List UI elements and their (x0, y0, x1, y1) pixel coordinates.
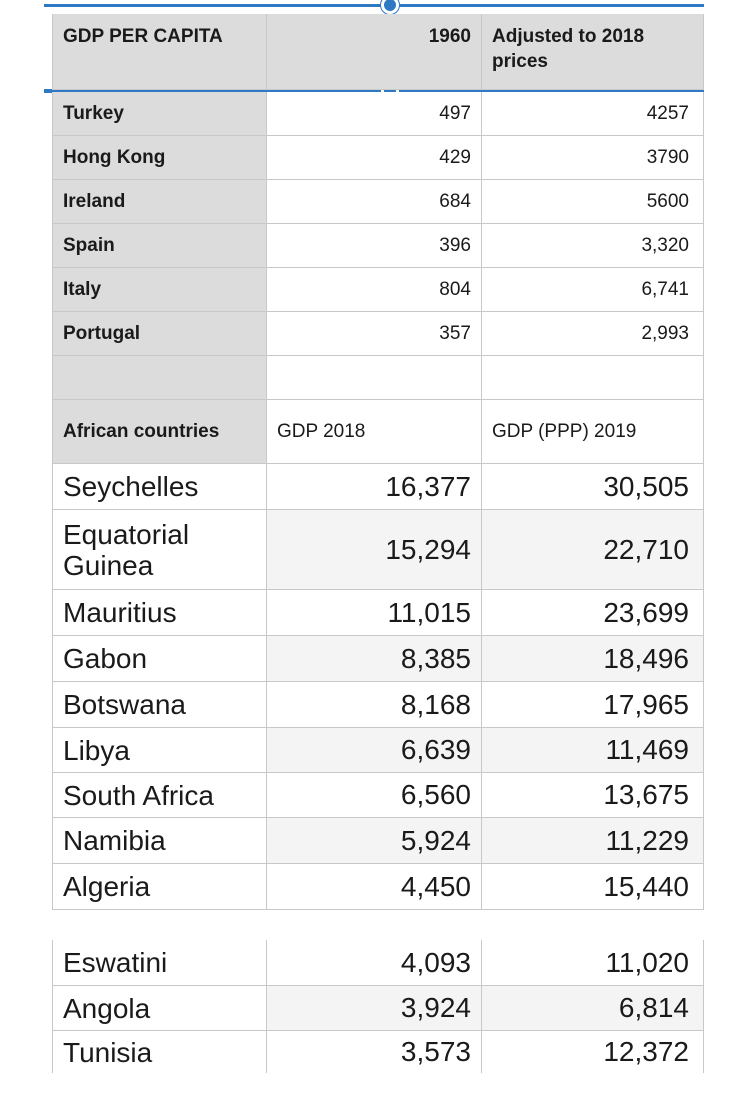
table-row (52, 728, 704, 773)
header-cell-gdp-2018[interactable]: GDP 2018 (267, 400, 482, 464)
empty-cell[interactable] (267, 356, 482, 400)
table-row (52, 818, 704, 864)
country-cell[interactable]: Italy (52, 268, 267, 312)
table-row (52, 682, 704, 728)
value-adjusted-cell[interactable]: 2,993 (482, 312, 704, 356)
value-adjusted-cell[interactable]: 3,320 (482, 224, 704, 268)
gdp-ppp-2019-cell[interactable]: 30,505 (482, 464, 704, 510)
country-cell[interactable]: Eswatini (52, 940, 267, 986)
table-row (52, 180, 704, 224)
gdp-ppp-2019-cell[interactable]: 23,699 (482, 590, 704, 636)
gdp-2018-cell[interactable]: 16,377 (267, 464, 482, 510)
gdp-ppp-2019-cell[interactable]: 12,372 (482, 1031, 704, 1073)
country-cell[interactable]: Tunisia (52, 1031, 267, 1073)
country-cell[interactable]: Angola (52, 986, 267, 1031)
country-cell[interactable]: Equatorial Guinea (52, 510, 267, 590)
african-header-row (52, 400, 704, 464)
table-row (52, 312, 704, 356)
country-cell[interactable]: Seychelles (52, 464, 267, 510)
table-row (52, 464, 704, 510)
selection-handle-top[interactable] (381, 0, 399, 14)
header-cell-1960[interactable]: 1960 (267, 14, 482, 90)
country-cell[interactable]: Ireland (52, 180, 267, 224)
country-cell[interactable]: Algeria (52, 864, 267, 910)
gdp-2018-cell[interactable]: 11,015 (267, 590, 482, 636)
table-row (52, 940, 704, 986)
gdp-2018-cell[interactable]: 3,573 (267, 1031, 482, 1073)
gdp-ppp-2019-cell[interactable]: 6,814 (482, 986, 704, 1031)
gdp-ppp-2019-cell[interactable]: 11,229 (482, 818, 704, 864)
table-row (52, 224, 704, 268)
country-cell[interactable]: Gabon (52, 636, 267, 682)
value-adjusted-cell[interactable]: 6,741 (482, 268, 704, 312)
value-1960-cell[interactable]: 497 (267, 92, 482, 136)
gdp-ppp-2019-cell[interactable]: 15,440 (482, 864, 704, 910)
table-row (52, 268, 704, 312)
header-cell-gdp-per-capita[interactable]: GDP PER CAPITA (52, 14, 267, 90)
table-row (52, 986, 704, 1031)
gdp-ppp-2019-cell[interactable]: 18,496 (482, 636, 704, 682)
blank-row (52, 356, 704, 400)
gdp-2018-cell[interactable]: 4,450 (267, 864, 482, 910)
gdp-2018-cell[interactable]: 5,924 (267, 818, 482, 864)
country-cell[interactable]: Portugal (52, 312, 267, 356)
table-row (52, 864, 704, 910)
gdp-2018-cell[interactable]: 6,639 (267, 728, 482, 773)
gdp-ppp-2019-cell[interactable]: 11,020 (482, 940, 704, 986)
value-1960-cell[interactable]: 357 (267, 312, 482, 356)
gdp-ppp-2019-cell[interactable]: 22,710 (482, 510, 704, 590)
gdp-2018-cell[interactable]: 4,093 (267, 940, 482, 986)
header-cell-adjusted[interactable]: Adjusted to 2018 prices (482, 14, 704, 90)
gdp-ppp-2019-cell[interactable]: 13,675 (482, 773, 704, 818)
table-row (52, 636, 704, 682)
gdp-2018-cell[interactable]: 8,168 (267, 682, 482, 728)
value-1960-cell[interactable]: 429 (267, 136, 482, 180)
country-cell[interactable]: South Africa (52, 773, 267, 818)
country-cell[interactable]: Namibia (52, 818, 267, 864)
header-cell-gdp-ppp-2019[interactable]: GDP (PPP) 2019 (482, 400, 704, 464)
empty-cell[interactable] (52, 356, 267, 400)
country-cell[interactable]: Turkey (52, 92, 267, 136)
value-adjusted-cell[interactable]: 5600 (482, 180, 704, 224)
table-row (52, 92, 704, 136)
table-row (52, 136, 704, 180)
value-1960-cell[interactable]: 396 (267, 224, 482, 268)
country-cell[interactable]: Libya (52, 728, 267, 773)
value-adjusted-cell[interactable]: 3790 (482, 136, 704, 180)
country-cell[interactable]: Mauritius (52, 590, 267, 636)
gdp-2018-cell[interactable]: 15,294 (267, 510, 482, 590)
gdp-ppp-2019-cell[interactable]: 11,469 (482, 728, 704, 773)
table-row (52, 773, 704, 818)
value-1960-cell[interactable]: 684 (267, 180, 482, 224)
table-row (52, 1031, 704, 1073)
gdp-2018-cell[interactable]: 8,385 (267, 636, 482, 682)
gdp-2018-cell[interactable]: 3,924 (267, 986, 482, 1031)
gdp-2018-cell[interactable]: 6,560 (267, 773, 482, 818)
table-row (52, 590, 704, 636)
header-row (52, 14, 704, 90)
value-adjusted-cell[interactable]: 4257 (482, 92, 704, 136)
empty-cell[interactable] (482, 356, 704, 400)
country-cell[interactable]: Hong Kong (52, 136, 267, 180)
value-1960-cell[interactable]: 804 (267, 268, 482, 312)
country-cell[interactable]: Botswana (52, 682, 267, 728)
selection-top-line (44, 4, 704, 7)
header-cell-african-countries[interactable]: African countries (52, 400, 267, 464)
gdp-ppp-2019-cell[interactable]: 17,965 (482, 682, 704, 728)
table-row (52, 510, 704, 590)
country-cell[interactable]: Spain (52, 224, 267, 268)
